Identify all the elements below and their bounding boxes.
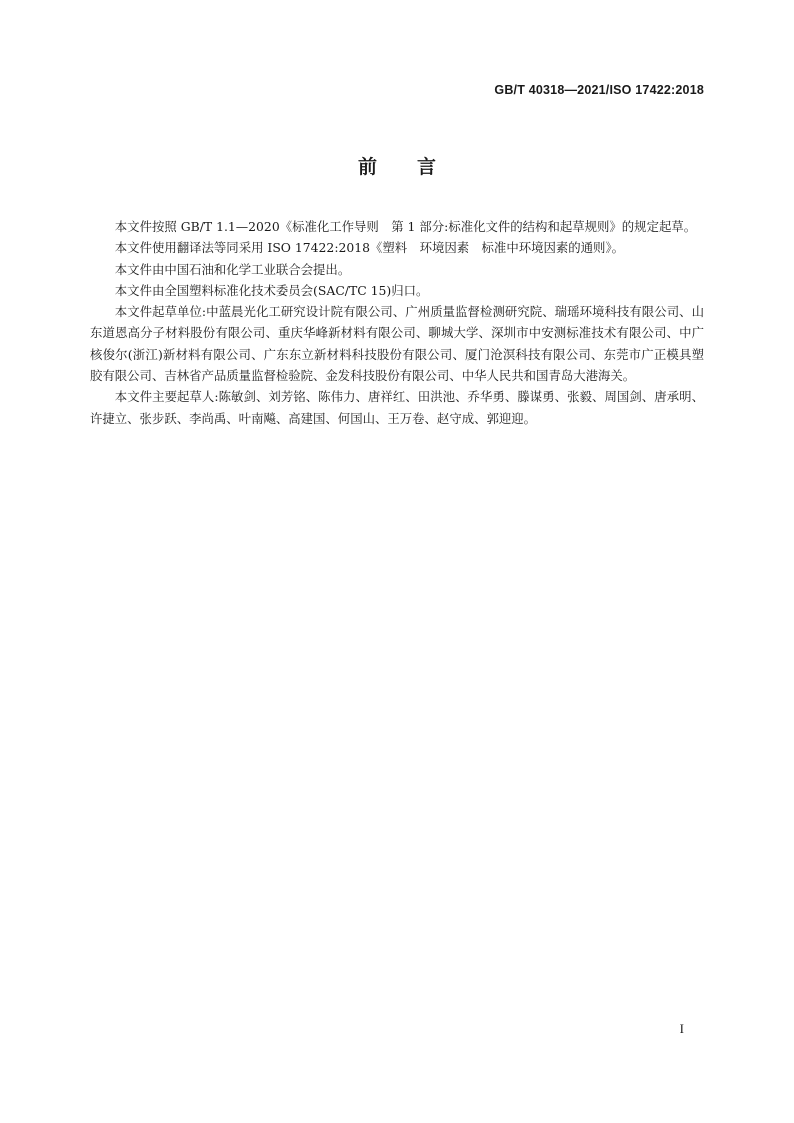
foreword-body <box>90 216 704 429</box>
paragraph-drafting-units: 本文件起草单位:中蓝晨光化工研究设计院有限公司、广州质量监督检测研究院、瑞瑶环境科技有限公司、山东道恩高分子材料股份有限公司、重庆华峰新材料有限公司、聊城大学、深圳市中安测标准技术有限公司、中广核俊尔(浙江)新材料有限公司、广东东立新材料科技股份有限公司、厦门沧溟科技有限公司、东莞市广正模具塑胶有限公司、吉林省产品质量监督检验院、金发科技股份有限公司、中华人民共和国青岛大港海关。 <box>90 304 704 384</box>
paragraph-adoption: 本文件使用翻译法等同采用 ISO 17422:2018《塑料 环境因素 标准中环境因素的通则》。 <box>114 240 625 256</box>
standard-code: GB/T 40318—2021/ISO 17422:2018 <box>494 83 704 97</box>
paragraph-drafters: 本文件主要起草人:陈敏剑、刘芳铭、陈伟力、唐祥红、田洪池、乔华勇、滕谋勇、张毅、周国剑、唐承明、许捷立、张步跃、李尚禹、叶南飚、高建国、何国山、王万卷、赵守成、郭迎迎。 <box>90 389 704 426</box>
page-title: 前言 <box>357 156 476 178</box>
paragraph-committee: 本文件由全国塑料标准化技术委员会(SAC/TC 15)归口。 <box>114 282 429 298</box>
paragraph-drafting-rules: 本文件按照 GB/T 1.1—2020《标准化工作导则 第 1 部分:标准化文件的结构和起草规则》的规定起草。 <box>114 219 697 234</box>
page-number: I <box>679 1021 684 1036</box>
paragraph-proposer: 本文件由中国石油和化学工业联合会提出。 <box>114 261 351 277</box>
